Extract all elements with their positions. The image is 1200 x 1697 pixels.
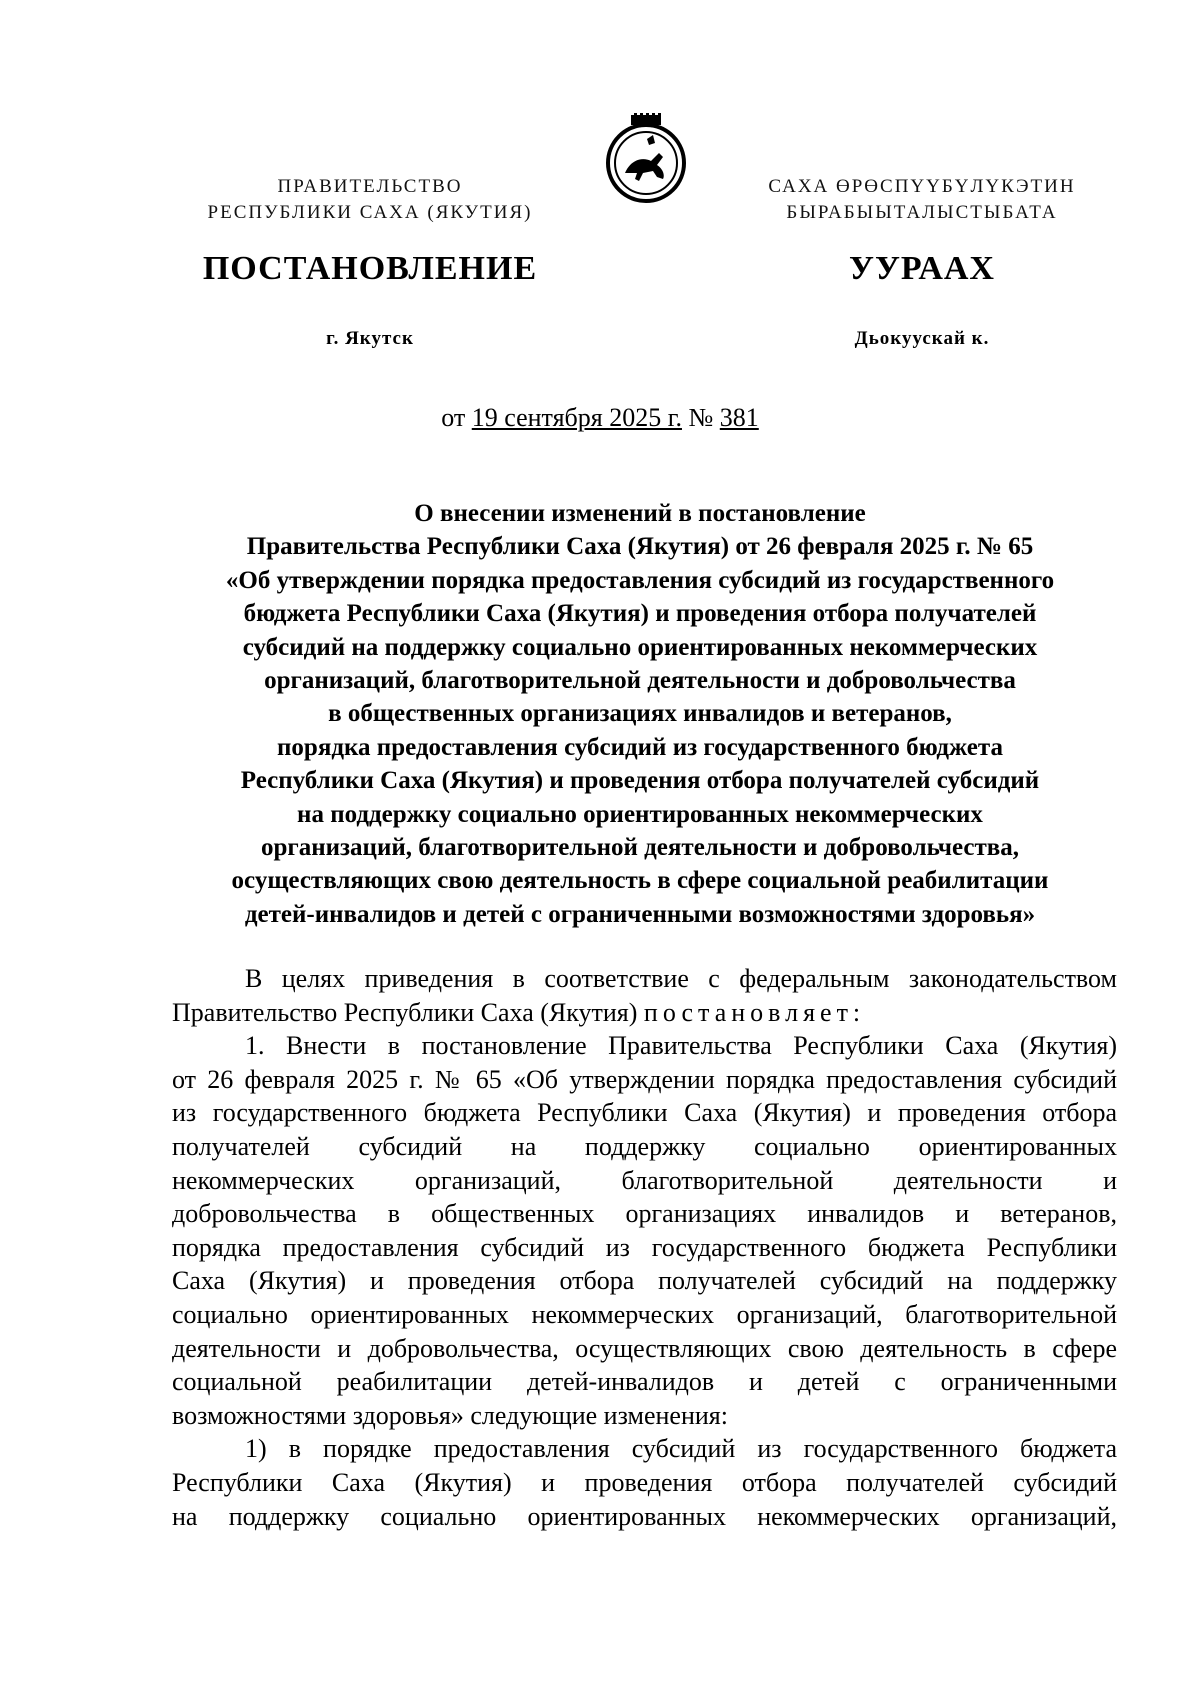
item1-line: некоммерческих организаций, благотворительной деятельности и <box>172 1165 1117 1195</box>
date-number-line <box>0 403 1200 433</box>
header-right-line: САХА ӨРӨСПҮҮБҮЛҮКЭТИН <box>768 176 1076 197</box>
resolves-word: постановляет: <box>643 997 866 1027</box>
title-line: О внесении изменений в постановление <box>414 500 866 527</box>
item1-line: из государственного бюджета Республики Саха (Якутия) и проведения отбора <box>172 1098 1117 1128</box>
item1-line: получателей субсидий на поддержку социально ориентированных <box>172 1131 1117 1161</box>
item1-line: Саха (Якутия) и проведения отбора получателей субсидий на поддержку <box>172 1266 1117 1296</box>
city-russian: г. Якутск <box>326 328 414 349</box>
title-line: Правительства Республики Саха (Якутия) от 26 февраля 2025 г. № 65 <box>246 533 1034 561</box>
title-line: бюджета Республики Саха (Якутия) и проведения отбора получателей <box>243 600 1037 628</box>
government-name-yakut <box>712 174 1132 226</box>
item1-line: социальной реабилитации детей-инвалидов и детей с ограниченными <box>172 1367 1117 1397</box>
document-title <box>160 497 1120 931</box>
preamble-line: В целях приведения в соответствие с федеральным законодательством <box>245 964 1117 993</box>
title-line: детей-инвалидов и детей с ограниченными возможностями здоровья» <box>244 900 1036 928</box>
item1-line: социально ориентированных некоммерческих организаций, благотворительной <box>172 1299 1117 1329</box>
item1-line: порядка предоставления субсидий из государственного бюджета Республики <box>172 1232 1117 1262</box>
title-line: «Об утверждении порядка предоставления субсидий из государственного <box>225 566 1055 594</box>
city-yakut: Дьокуускай к. <box>854 328 990 349</box>
subitem1-line: Республики Саха (Якутия) и проведения отбора получателей субсидий <box>172 1467 1117 1497</box>
item1-line: добровольчества в общественных организациях инвалидов и ветеранов, <box>172 1199 1117 1229</box>
document-date: 19 сентября 2025 г. <box>471 403 682 432</box>
title-line: в общественных организациях инвалидов и ветеранов, <box>328 700 952 728</box>
preamble-prefix: Правительство Республики Саха (Якутия) <box>172 997 638 1027</box>
title-line: порядка предоставления субсидий из государственного бюджета <box>277 733 1003 761</box>
date-prefix: от <box>441 403 466 432</box>
item1-line: деятельности и добровольчества, осуществляющих свою деятельность в сфере <box>172 1333 1117 1363</box>
header-left-line: РЕСПУБЛИКИ САХА (ЯКУТИЯ) <box>207 202 533 223</box>
header-left-line: ПРАВИТЕЛЬСТВО <box>277 176 463 197</box>
title-line: Республики Саха (Якутия) и проведения отбора получателей субсидий <box>240 767 1040 795</box>
item1-line: 1. Внести в постановление Правительства Республики Саха (Якутия) <box>245 1031 1117 1061</box>
subitem1-line: на поддержку социально ориентированных некоммерческих организаций, <box>172 1501 1117 1531</box>
title-line: осуществляющих свою деятельность в сфере социальной реабилитации <box>231 867 1049 895</box>
document-number: 381 <box>719 403 759 432</box>
preamble-line <box>172 996 1117 1030</box>
title-line: субсидий на поддержку социально ориентированных некоммерческих <box>242 633 1038 661</box>
title-line: организаций, благотворительной деятельности и добровольчества <box>264 667 1016 695</box>
subitem1-line: 1) в порядке предоставления субсидий из государственного бюджета <box>245 1434 1117 1464</box>
doc-type-yakut: УУРААХ <box>849 250 995 287</box>
government-name-russian <box>160 174 580 226</box>
title-line: организаций, благотворительной деятельности и добровольчества, <box>260 834 1020 862</box>
document-body <box>172 962 1117 1533</box>
item1-line: от 26 февраля 2025 г. № 65 «Об утверждении порядка предоставления субсидий <box>172 1064 1117 1094</box>
number-sign: № <box>688 403 714 432</box>
coat-of-arms-seal-icon <box>603 113 689 205</box>
doc-type-russian: ПОСТАНОВЛЕНИЕ <box>202 250 538 287</box>
item1-line: возможностями здоровья» следующие изменения: <box>172 1400 728 1430</box>
header-right-line: БЫРАБЫЫТАЛЫСТЫБАТА <box>786 202 1058 223</box>
title-line: на поддержку социально ориентированных некоммерческих <box>297 800 983 828</box>
